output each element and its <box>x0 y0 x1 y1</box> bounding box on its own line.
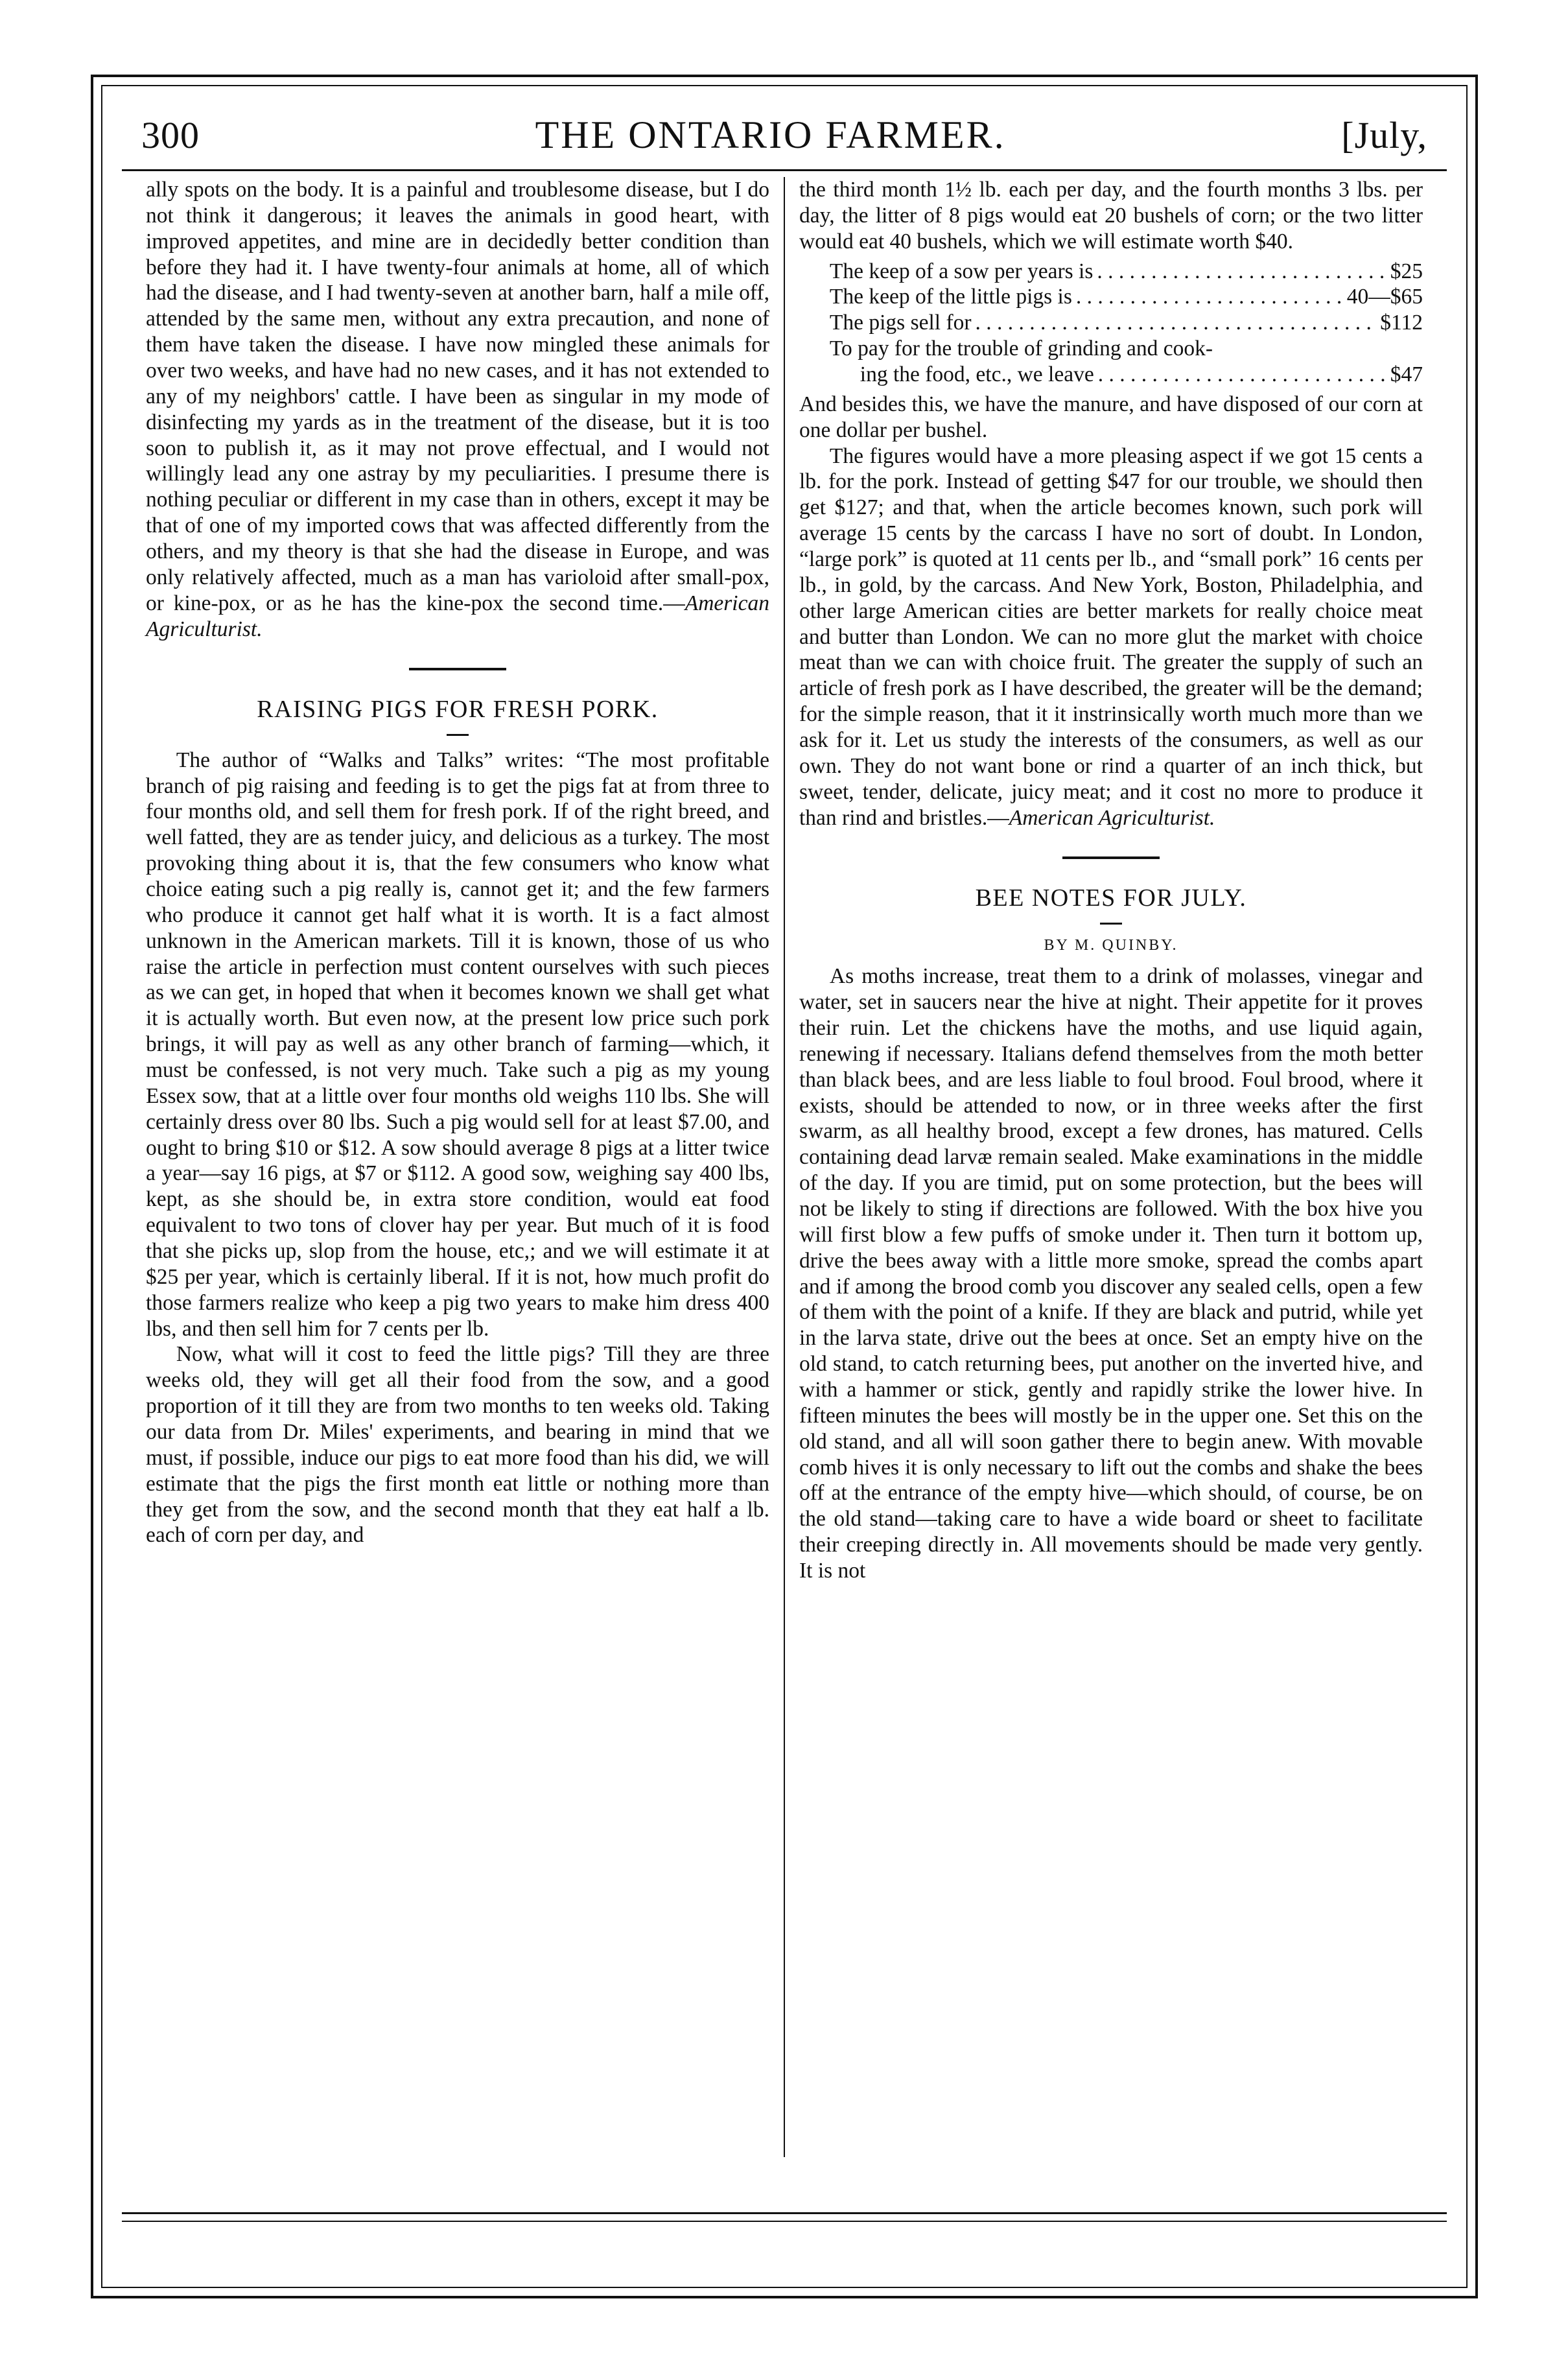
ledger-amount: 40—$65 <box>1346 285 1423 309</box>
ledger-row <box>799 362 1423 388</box>
paragraph: ally spots on the body. It is a painful and troublesome disease, but I do not think it dangerous; it leaves the animals in good heart, with improved appetites, and mine are in decidedly better condition than before they had it. I have twenty-four animals at home, all of which had the disease, and I had twenty-seven at another barn, half a mile off, attended by the same men, without any extra precaution, and none of them have taken the disease. I have now mingled these animals for over two weeks, and have had no new cases, and it has not extended to any of my neighbors' cattle. I have been as singular in my mode of disinfecting my yards as in the treatment of the disease, but it is too soon to publish it, as it may not prove effectual, and I would not willingly lead any one astray by my peculiarities. I presume there is nothing peculiar or different in my case than in others, except it may be that of one of my imported cows that was affected differently from the others, and my theory is that she had the disease in Europe, and was only relatively affected, much as a man has varioloid after small-pox, or kine-pox, or as he has the kine-pox the second time.—American Agriculturist. <box>146 178 769 641</box>
heading-dash <box>447 734 469 736</box>
paragraph: the third month 1½ lb. each per day, and the fourth months 3 lbs. per day, the litter of 8 pigs would eat 20 bushels of corn; or the two litter would eat 40 bushels, which we will estimate worth $40. <box>799 178 1423 254</box>
page-number: 300 <box>141 113 200 156</box>
ledger-row <box>799 259 1423 285</box>
paragraph: As moths increase, treat them to a drink of molasses, vinegar and water, set in saucers near the hive at night. Their appetite for it proves their ruin. Let the chickens have the moths, and use liquid again, renewing if necessary. Italians defend themselves from the moth better than black bees, and are less liable to foul brood. Foul brood, where it exists, should be attended to now, or in three weeks after the first swarm, as all healthy brood, except a few drones, has matured. Cells containing dead larvæ remain sealed. Make examinations in the middle of the day. If you are timid, put on some protection, but the bees will not be likely to sting if directions are followed. With the box hive you will first blow a few puffs of smoke under it. Then turn it bottom up, drive the bees away with a little more smoke, spread the combs apart and if among the brood comb you discover any sealed cells, open a few of them with the point of a knife. If they are black and putrid, while yet in the larva state, drive out the bees at once. Set an empty hive on the old stand, to catch returning bees, put another on the inverted hive, and with a hammer or stick, gently and rapidly strike the lower hive. In fifteen minutes the bees will mostly be in the upper one. Set this on the old stand, and all will soon gather there to begin anew. With movable comb hives it is only necessary to lift out the combs and shake the bees off at the entrance of the empty hive—which should, of course, be on the old stand—taking care to have a wide board or sheet to facilitate their creeping directly in. All movements should be made very gently. It is not <box>799 964 1423 1583</box>
issue-month: [July, <box>1341 113 1427 156</box>
ledger-row <box>799 284 1423 310</box>
ledger-amount: $25 <box>1390 259 1423 283</box>
paragraph: The figures would have a more pleasing aspect if we got 15 cents a lb. for the pork. Instead of getting $47 for our trouble, we should then get $127; and that, when the article becomes known, such pork will average 15 cents by the carcass I have no sort of doubt. In London, “large pork” is quoted at 11 cents per lb., and “small pork” 16 cents per lb., in gold, by the carcass. And New York, Boston, Philadelphia, and other large American cities are better markets for really choice meat and butter than London. We can no more glut the market with choice meat than we can with choice fruit. The greater the supply of such an article of fresh pork as I have described, the greater will be the demand; for the simple reason, that it it instrinsically worth much more than we ask for it. Let us study the interests of the consumers, as well as our own. They do not want bone or rind a quarter of an inch thick, but sweet, tender, delicate, juicy meat; and it cost no more to produce it than rind and bristles.—American Agriculturist. <box>799 443 1423 830</box>
heading-dash <box>1100 923 1122 925</box>
journal-title: THE ONTARIO FARMER. <box>535 113 1006 156</box>
dot-leader <box>976 310 1377 336</box>
ledger-item: To pay for the trouble of grinding and cook- <box>829 336 1213 361</box>
cost-ledger <box>799 259 1423 388</box>
page-border <box>91 75 1478 2298</box>
paragraph: Now, what will it cost to feed the little pigs? Till they are three weeks old, they will get all their food from the sow, and a good proportion of it till they are from two months to ten weeks old. Taking our data from Dr. Miles' experiments, and bearing in mind that we must, if possible, induce our pigs to eat more food than his did, we will estimate that the pigs the first month eat little or nothing more than they get from the sow, and the second month that they eat half a lb. each of corn per day, and <box>146 1342 769 1548</box>
left-column <box>132 177 784 2157</box>
ledger-amount: $47 <box>1390 362 1423 387</box>
footer-rule-thin <box>122 2221 1447 2222</box>
section-rule <box>1062 856 1160 859</box>
section-rule <box>409 668 506 670</box>
dot-leader <box>1076 284 1343 310</box>
section-heading: BEE NOTES FOR JULY. <box>975 884 1247 912</box>
text-columns <box>132 177 1437 2157</box>
footer-rule <box>122 2212 1447 2214</box>
ledger-item: The pigs sell for <box>829 311 972 335</box>
source-credit: American Agriculturist. <box>1009 805 1215 830</box>
ledger-item: The keep of a sow per years is <box>829 259 1094 283</box>
dot-leader <box>1098 362 1387 388</box>
page-inner-border <box>101 85 1468 2288</box>
ledger-row <box>799 336 1423 362</box>
ledger-row <box>799 310 1423 336</box>
right-column <box>785 177 1437 2157</box>
section-heading: RAISING PIGS FOR FRESH PORK. <box>257 696 659 724</box>
byline: BY M. QUINBY. <box>1044 936 1178 954</box>
dot-leader <box>1097 259 1386 285</box>
running-header <box>141 106 1427 164</box>
paragraph: And besides this, we have the manure, and have disposed of our corn at one dollar per bushel. <box>799 392 1423 442</box>
paragraph: The author of “Walks and Talks” writes: “The most profitable branch of pig raising and feeding is to get the pigs fat at from three to four months old, and sell them for fresh pork. If of the right breed, and well fatted, they are as tender juicy, and delicious as a turkey. The most provoking thing about it is, that the few consumers who know what choice eating such a pig really is, cannot get it; and the few farmers who produce it cannot get half what it is worth. It is a fact almost unknown in the American markets. Till it is known, those of us who raise the article in perfection must content ourselves with such pieces as we can get, in hoped that when it becomes known we shall get what it is actually worth. But even now, at the present low price such pork brings, it will pay as well as any other branch of farming—which, it must be confessed, is not very much. Take such a pig as my young Essex sow, that at a little over four months old weighs 110 lbs. She will certainly dress over 80 lbs. Such a pig would sell for at least $7.00, and ought to bring $10 or $12. A sow should average 8 pigs at a litter twice a year—say 16 pigs, at $7 or $112. A good sow, weighing say 400 lbs, kept, as she should be, in extra store condition, would eat food equivalent to two tons of clover hay per year. But much of it is food that she picks up, slop from the house, etc,; and we will estimate it at $25 per year, which is certainly liberal. If it is not, how much profit do those farmers realize who keep a pig two years to make him dress 400 lbs, and then sell him for 7 cents per lb. <box>146 748 769 1341</box>
ledger-amount: $112 <box>1380 311 1423 335</box>
header-rule <box>122 169 1447 171</box>
ledger-item: ing the food, etc., we leave <box>860 362 1094 387</box>
ledger-item: The keep of the little pigs is <box>829 285 1072 309</box>
source-credit: American Agriculturist. <box>146 591 769 641</box>
